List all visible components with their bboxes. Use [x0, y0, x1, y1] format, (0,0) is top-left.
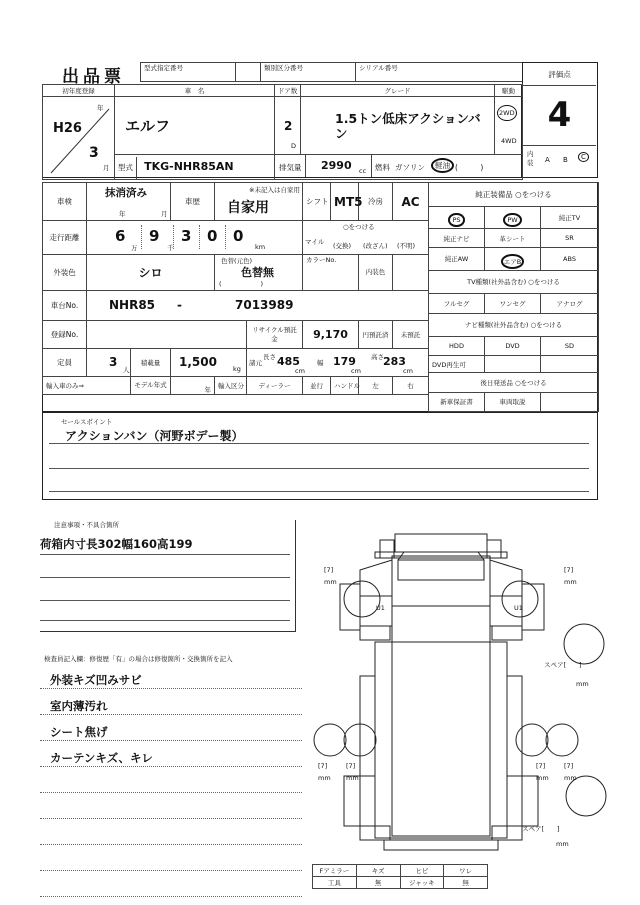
spare-lower-label: [522, 824, 560, 833]
label-drive: 駆動: [495, 85, 523, 97]
vehicle-basic-table: [42, 84, 523, 180]
import-parallel: 並行: [303, 377, 331, 395]
load: 1,500: [179, 355, 217, 369]
sales-point-text: アクションバン（河野ボデー製）: [65, 429, 244, 443]
spare-upper-text: スペア: [544, 661, 564, 669]
later-manual: 車両取説: [485, 392, 541, 411]
first-registration-month-unit: 月: [103, 164, 110, 172]
inspector-ruled-line: [40, 896, 302, 897]
equip-tv: 純正TV: [541, 206, 599, 228]
meter-circle-note: ○をつける: [343, 223, 375, 231]
later-warranty: 新車保証書: [429, 392, 485, 411]
chassis-number: 7013989: [235, 298, 294, 312]
later-shipping-title: 後日発送品 ○をつける: [429, 373, 599, 392]
repaint-cell: [215, 255, 303, 291]
inspector-ruled-line: [40, 714, 302, 715]
tire-front-left-paren: [7]: [324, 566, 334, 574]
mileage-sen-unit: 千: [167, 244, 174, 252]
shaken-year-unit: 年: [119, 210, 126, 218]
tire-rear-left-inner-value: 7: [348, 762, 353, 770]
score-value: 4: [547, 95, 572, 135]
label-cooling: 冷房: [359, 183, 393, 221]
label-interior-color: 内装色: [359, 255, 393, 291]
inspector-ruled-line: [40, 766, 302, 767]
spare-upper-label: [544, 660, 582, 669]
spare-lower-paren: [ ]: [541, 825, 560, 833]
mileage-digit-2: 9: [149, 227, 160, 245]
door-count-unit: D: [291, 142, 297, 150]
mileage-man-unit: 万: [131, 244, 138, 252]
label-model-year: モデル年式: [131, 377, 171, 395]
model: TKG-NHR85AN: [144, 160, 234, 173]
first-registration-year-unit: 年: [97, 104, 104, 112]
recycle-deposited: 円預託済: [359, 321, 393, 349]
tire-rear-right-outer-value: 7: [566, 762, 571, 770]
equip-aw: 純正AW: [429, 248, 485, 270]
length: 485: [277, 355, 300, 368]
tv-type-title: TV種類(社外品含む) ○をつける: [429, 270, 599, 294]
legend-r2: 無: [356, 877, 400, 889]
repaint: 色替無: [241, 266, 274, 279]
equip-navi: 純正ナビ: [429, 229, 485, 248]
tire-rear-left-inner-paren: [7]: [346, 762, 356, 770]
width-unit: cm: [351, 367, 361, 375]
shaken-month-unit: 月: [161, 210, 168, 218]
equip-leather: 革シート: [485, 229, 541, 248]
grade: 1.5トン低床アクションバン: [335, 110, 481, 141]
spare-lower-text: スペア: [522, 825, 542, 833]
meter-tampered: (改ざん): [363, 242, 388, 250]
label-registration-number: 登録No.: [43, 321, 87, 349]
label-history: 車歴: [171, 183, 215, 221]
navi-dvd-play: DVD再生可: [429, 356, 485, 373]
header-id-table: [140, 62, 523, 82]
height: 283: [383, 355, 406, 368]
sales-point-box: [42, 412, 598, 500]
meter-status-cell: [303, 221, 429, 255]
tire-rear-left-outer-unit: mm: [318, 774, 331, 782]
load-unit: kg: [233, 365, 241, 373]
label-category-number: 類別区分番号: [261, 63, 356, 82]
equip-abs: ABS: [541, 248, 599, 270]
inspector-ruled-line: [40, 844, 302, 845]
label-door-count: ドア数: [275, 85, 301, 97]
inspector-note-item: 室内薄汚れ: [50, 699, 108, 713]
score-box: [522, 62, 598, 178]
details-table: [42, 182, 429, 395]
recycle-unpaid: 未預託: [393, 321, 429, 349]
interior-grade-a: A: [545, 156, 550, 164]
inspector-ruled-line: [40, 740, 302, 741]
label-repaint: 色替(元色): [221, 257, 253, 265]
tv-analog: アナログ: [541, 294, 599, 313]
drive-cell: [495, 97, 523, 155]
equip-airbag: エアB: [501, 254, 524, 269]
tire-front-right-paren: [7]: [564, 566, 574, 574]
tire-rear-left-outer-paren: [7]: [318, 762, 328, 770]
capacity-cell: [87, 349, 131, 377]
label-shift: シフト: [303, 183, 331, 221]
mileage-digit-1: 6: [115, 227, 126, 245]
tire-front-right-unit: mm: [564, 578, 577, 586]
chassis-prefix: NHR85: [109, 298, 156, 312]
navi-type-title: ナビ種類(社外品含む) ○をつける: [429, 313, 599, 337]
legend-h4: ワレ: [444, 865, 488, 877]
navi-sd: SD: [541, 337, 599, 356]
length-unit: cm: [295, 367, 305, 375]
tire-rear-right-inner-unit: mm: [536, 774, 549, 782]
tire-front-right-value: 7: [566, 566, 571, 574]
fuel-diesel: 軽油: [431, 158, 454, 173]
tire-front-left-value: 7: [326, 566, 331, 574]
label-color-number: カラーNo.: [303, 255, 359, 291]
engine-fuel-cell: [275, 155, 523, 180]
legend-table: [312, 864, 488, 889]
drive-2wd: 2WD: [497, 105, 517, 121]
equip-pw: PW: [503, 213, 521, 227]
meter-mile: マイル: [305, 238, 325, 246]
car-name: エルフ: [115, 97, 275, 155]
navi-hdd: HDD: [429, 337, 485, 356]
label-car-name: 車 名: [115, 85, 275, 97]
label-load: 積載量: [131, 349, 171, 377]
label-model: 型式: [115, 157, 137, 179]
meter-exchange: (交換): [333, 242, 352, 250]
interior-grade: [523, 145, 596, 176]
mileage-unit: km: [255, 243, 266, 251]
tire-rear-right-outer-unit: mm: [564, 774, 577, 782]
handle-left: 左: [359, 377, 393, 395]
handle-right: 右: [393, 377, 429, 395]
exterior-color: シロ: [87, 255, 215, 291]
legend-r1: 工具: [313, 877, 357, 889]
label-displacement: 排気量: [279, 163, 302, 172]
tire-rear-right-inner-value: 7: [538, 762, 543, 770]
label-recycle-deposit: リサイクル預託金: [247, 321, 303, 349]
inspector-ruled-line: [40, 818, 302, 819]
load-cell: [171, 349, 247, 377]
chassis-cell: [87, 291, 429, 321]
equip-ps: PS: [448, 213, 464, 227]
recycle-deposit: 9,170: [303, 321, 359, 349]
model-year-unit: 年: [171, 377, 215, 395]
mileage-digit-4: 0: [207, 227, 218, 245]
equipment-table: [428, 182, 599, 412]
displacement: 2990: [321, 159, 352, 172]
repaint-paren: ( ): [219, 280, 264, 288]
legend-r3: ジャッキ: [400, 877, 444, 889]
first-registration-cell: [43, 97, 115, 180]
label-handle: ハンドル: [331, 377, 359, 395]
label-chassis-number: 車台No.: [43, 291, 87, 321]
inspector-note-item: カーテンキズ、キレ: [50, 751, 153, 765]
label-length: 長さ: [263, 353, 276, 361]
mileage-cell: [87, 221, 303, 255]
mileage-digit-5: 0: [233, 227, 244, 245]
legend-h2: キズ: [356, 865, 400, 877]
label-type-designation: 型式指定番号: [141, 63, 236, 82]
navi-dvd: DVD: [485, 337, 541, 356]
equip-sr: SR: [541, 229, 599, 248]
spare-lower-unit: mm: [556, 840, 569, 848]
label-fuel: 燃料: [375, 163, 390, 172]
shift: MT5: [331, 183, 359, 221]
interior-grade-label: 内装: [527, 150, 534, 167]
chassis-dash: -: [177, 298, 182, 312]
door-count: 2: [284, 119, 293, 133]
label-import-only: 輸入車のみ⇒: [43, 377, 131, 395]
spare-upper-unit: mm: [576, 680, 589, 688]
score-label: 評価点: [523, 69, 596, 86]
sheet-title: 出品票: [62, 67, 125, 87]
vehicle-damage-diagram: [300, 526, 620, 866]
drive-4wd: 4WD: [501, 137, 517, 145]
label-serial-number: シリアル番号: [356, 63, 523, 82]
notes-text: 荷箱内寸長302幅160高199: [40, 537, 193, 551]
history-cell: [215, 183, 303, 221]
label-capacity: 定員: [43, 349, 87, 377]
damage-u1-left: U1: [376, 604, 385, 612]
inspector-label: 検査員記入欄：修復歴「有」の場合は修復箇所・交換箇所を記入: [44, 655, 233, 663]
import-dealer: ディーラー: [247, 377, 303, 395]
tire-rear-left-inner-unit: mm: [346, 774, 359, 782]
label-width: 幅: [317, 359, 324, 367]
capacity: 3: [109, 355, 118, 369]
tire-rear-left-outer-value: 7: [320, 762, 325, 770]
mileage-digit-3: 3: [181, 227, 192, 245]
inspector-ruled-line: [40, 792, 302, 793]
fuel-gasoline: ガソリン: [395, 163, 425, 172]
meter-unknown: (不明): [397, 242, 416, 250]
door-count-cell: [275, 97, 301, 155]
width: 179: [333, 355, 356, 368]
inspector-note-item: 外装キズ凹みサビ: [50, 673, 142, 687]
interior-grade-b: B: [563, 156, 568, 164]
label-exterior-color: 外装色: [43, 255, 87, 291]
label-height: 高さ: [371, 353, 384, 361]
first-registration-month: 3: [89, 145, 99, 161]
fuel-other: ( ): [455, 163, 484, 172]
model-cell: [115, 155, 275, 180]
grade-cell: [301, 97, 495, 155]
dimensions-cell: [247, 349, 429, 377]
displacement-unit: cc: [359, 167, 367, 175]
legend-r4: 無: [444, 877, 488, 889]
label-dimensions: 諸元: [249, 359, 262, 367]
tire-rear-right-outer-paren: [7]: [564, 762, 574, 770]
inspector-ruled-line: [40, 688, 302, 689]
interior-grade-c: C: [578, 152, 589, 162]
spare-upper-paren: [ ]: [563, 661, 582, 669]
equipment-title: 純正装備品 ○をつける: [429, 183, 599, 207]
notes-box: [40, 520, 296, 632]
shaken-cell: [87, 183, 171, 221]
label-mileage: 走行距離: [43, 221, 87, 255]
cooling: AC: [393, 183, 429, 221]
label-first-registration: 初年度登録: [43, 85, 115, 97]
label-shaken: 車検: [43, 183, 87, 221]
tv-oneseg: ワンセグ: [485, 294, 541, 313]
inspector-note-item: シート焦げ: [50, 725, 108, 739]
label-import-type: 輸入区分: [215, 377, 247, 395]
legend-h1: Fアミラー: [313, 865, 357, 877]
inspector-ruled-line: [40, 870, 302, 871]
first-registration-year: H26: [53, 121, 82, 136]
notes-label: 注意事項・不具合箇所: [54, 521, 119, 529]
history: 自家用: [227, 200, 269, 216]
height-unit: cm: [403, 367, 413, 375]
tire-front-left-unit: mm: [324, 578, 337, 586]
tire-rear-right-inner-paren: [7]: [536, 762, 546, 770]
shaken-status: 抹消済み: [105, 187, 147, 199]
sales-point-label: セールスポイント: [61, 418, 113, 426]
history-note: ※未記入は自家用: [249, 186, 300, 194]
capacity-unit: 人: [123, 366, 130, 374]
label-grade: グレード: [301, 85, 495, 97]
tv-fullseg: フルセグ: [429, 294, 485, 313]
legend-h3: ヒビ: [400, 865, 444, 877]
damage-u1-right: U1: [514, 604, 523, 612]
